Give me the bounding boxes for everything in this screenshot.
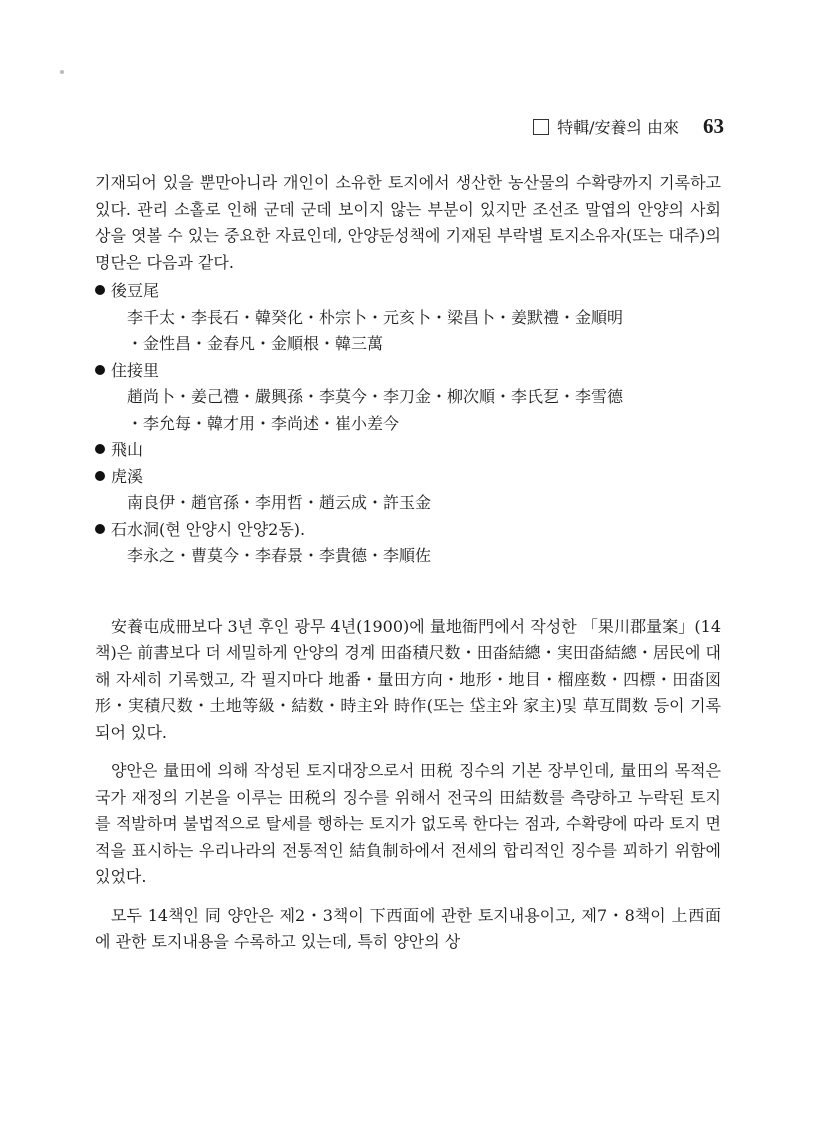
- paragraph: 기재되어 있을 뿐만아니라 개인이 소유한 토지에서 생산한 농산물의 수확량까지 기록하고 있다. 관리 소홀로 인해 군데 군데 보이지 않는 부분이 있지만 조선조 말엽의 안양의 사회상을 엿볼 수 있는 중요한 자료인데, 안양둔성책에 기재된 부락별 토지소유자(또는 대주)의 명단은 다음과 같다.: [95, 173, 721, 272]
- running-header: [533, 114, 724, 139]
- owner-names: ・李允每・韓才用・李尚述・崔小差今: [127, 413, 400, 433]
- owner-names: 南良伊・趙官孫・李用哲・趙云成・許玉金: [127, 493, 432, 512]
- village-name: 飛山: [111, 440, 144, 459]
- owner-names: ・金性昌・金春凡・金順根・韓三萬: [127, 334, 384, 353]
- bullet-icon: [95, 471, 105, 481]
- section-title: 特輯/安養의 由來: [557, 118, 679, 137]
- owner-names: 趙尚卜・姜己禮・嚴興孫・李莫今・李刀金・柳次順・李氏乭・李雪德: [127, 387, 624, 406]
- village-name: 住接里: [111, 360, 160, 380]
- village-item: [95, 437, 721, 464]
- bullet-icon: [95, 365, 105, 375]
- square-bullet-icon: [533, 119, 549, 135]
- page-body: [95, 170, 721, 956]
- village-item: [95, 517, 721, 544]
- village-name: 後豆尾: [111, 281, 160, 300]
- village-name: 石水洞(현 안양시 안양2동).: [111, 519, 306, 539]
- paragraph: 安養屯成冊보다 3년 후인 광무 4년(1900)에 量地衙門에서 작성한 「果川郡量案」(14책)은 前書보다 더 세밀하게 안양의 경계 田畓積尺数・田畓結總・実田畓結總・居民에 대해 자세히 기록했고, 각 필지마다 地番・量田方向・地形・地目・榴座数・四標・田畓図形・実積尺数・土地等級・結数・時主와 時作(또는 垈主와 家主)및 草互間数 등이 기록되어 있다.: [95, 616, 721, 742]
- paragraph: 양안은 量田에 의해 작성된 토지대장으로서 田税 징수의 기본 장부인데, 量田의 목적은 국가 재정의 기본을 이루는 田税의 징수를 위해서 전국의 田結数를 측량하고 누락된 토지를 적발하며 불법적으로 탈세를 행하는 토지가 없도록 한다는 점과, 수확량에 따라 토지 면적을 표시하는 우리나라의 전통적인 結負制하에서 전세의 합리적인 징수를 꾀하기 위함에 있었다.: [95, 761, 721, 886]
- owner-names: 李永之・曹莫今・李春景・李貴德・李順佐: [127, 546, 432, 565]
- village-list: [95, 278, 721, 570]
- village-item: [95, 278, 721, 305]
- scan-speck: [60, 70, 64, 74]
- page-number: 63: [703, 114, 724, 138]
- owner-names: 李千太・李長石・韓癸化・朴宗卜・元亥卜・梁昌卜・姜默禮・金順明: [127, 307, 624, 327]
- village-item: [95, 358, 721, 385]
- bullet-icon: [95, 444, 105, 454]
- bullet-icon: [95, 524, 105, 534]
- village-name: 虎溪: [111, 466, 144, 486]
- bullet-icon: [95, 285, 105, 295]
- paragraph: 모두 14책인 同 양안은 제2・3책이 下西面에 관한 토지내용이고, 제7・8책이 上西面에 관한 토지내용을 수록하고 있는데, 특히 양안의 상: [95, 905, 721, 951]
- village-item: [95, 464, 721, 491]
